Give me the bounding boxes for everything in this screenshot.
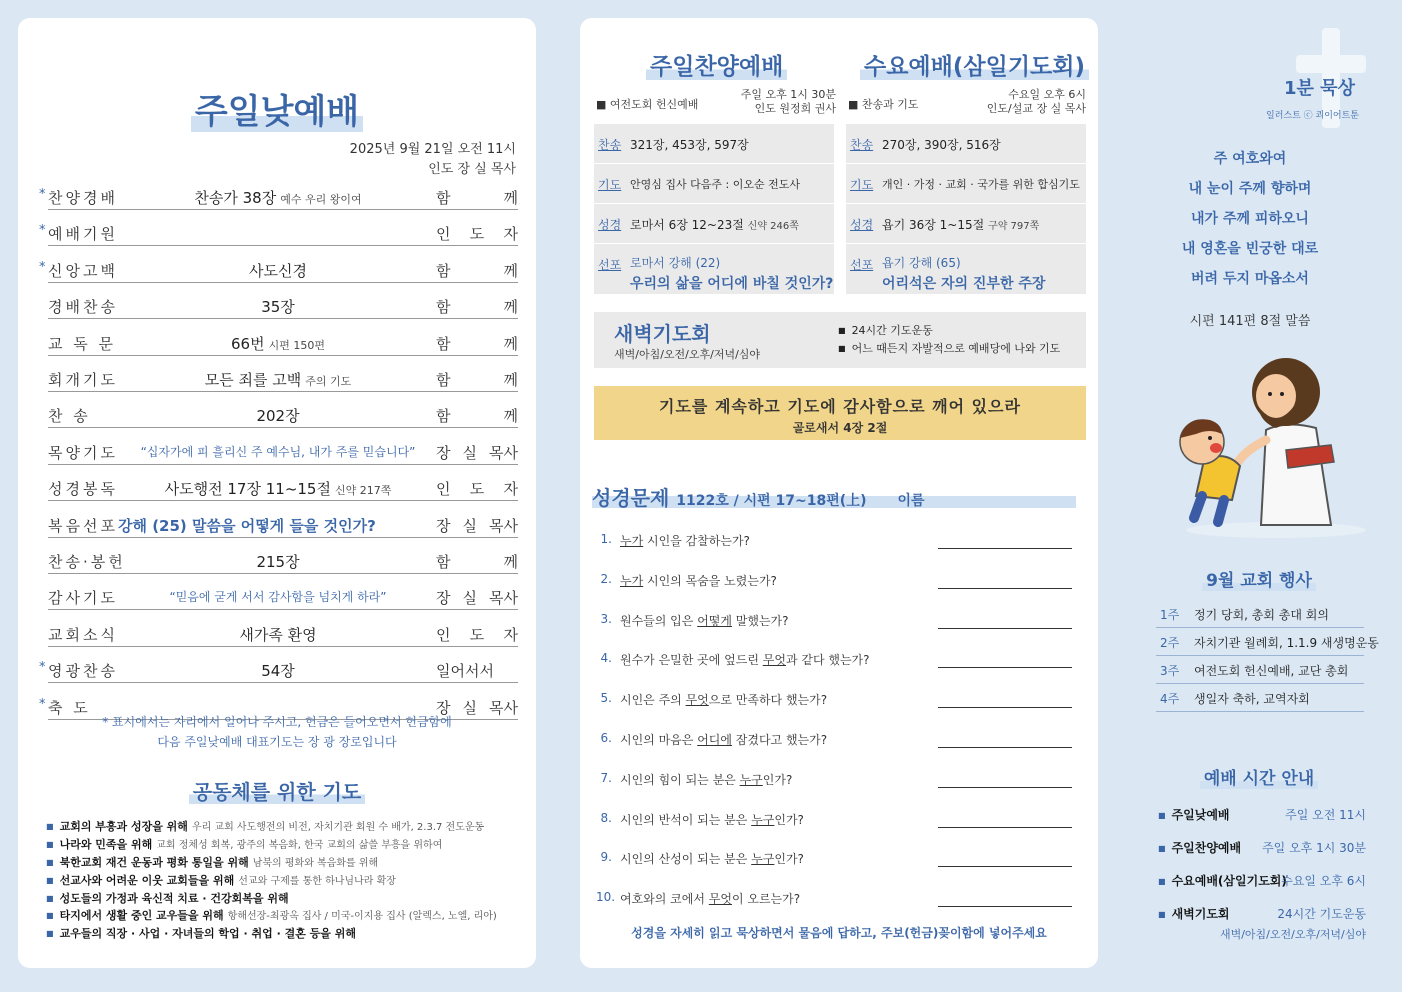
- quiz-footer: 성경을 자세히 읽고 묵상하면서 물음에 답하고, 주보(헌금)꽂이함에 넣어주세요: [631, 926, 1047, 940]
- verse-text: 기도를 계속하고 기도에 감사함으로 깨어 있으라: [659, 397, 1021, 416]
- question-text: [620, 890, 800, 907]
- question-number: 7.: [600, 770, 612, 785]
- wednesday-service-title: 수요예배(삼일기도회): [860, 48, 1089, 81]
- wednesday-service-leader: 인도/설교 장 실 목사: [986, 102, 1086, 115]
- order-item-content: [128, 587, 428, 605]
- dawn-prayer-slots: 새벽/아침/오전/오후/저녁/심야: [1219, 928, 1366, 941]
- event-week: 4주: [1160, 692, 1180, 706]
- order-item-leader: 일어서서: [436, 662, 494, 681]
- order-row: [48, 621, 518, 647]
- question-number: 1.: [600, 532, 612, 546]
- answer-line[interactable]: [938, 588, 1072, 589]
- answer-line[interactable]: [938, 906, 1072, 907]
- order-item-leader: 장 실 목사: [436, 698, 518, 717]
- prayer-item: [46, 836, 526, 854]
- event-row: [1156, 684, 1364, 712]
- question-post: 과 같다 했는가?: [785, 653, 870, 668]
- community-prayer-list: [46, 818, 526, 942]
- question-post: 인가?: [774, 852, 804, 867]
- order-item-leader: 장 실 목사: [436, 589, 518, 608]
- question-pre: 여호와의 코에서: [620, 892, 709, 907]
- question-post: 이 오르는가?: [731, 892, 801, 907]
- prayer-detail: 선교와 구제를 통한 하나님나라 확장: [238, 876, 396, 887]
- answer-line[interactable]: [938, 548, 1072, 549]
- order-item-leader: 함 께: [436, 189, 518, 207]
- service-time: 주일 오후 1시 30분: [1262, 841, 1366, 855]
- question-post: 시인을 감찰하는가?: [643, 534, 750, 548]
- answer-line[interactable]: [938, 667, 1072, 668]
- prayer-item: [46, 854, 526, 872]
- order-item-name: 신앙고백: [48, 261, 118, 280]
- order-item-name: 성경봉독: [48, 480, 118, 499]
- order-item-name: 찬 송: [48, 407, 91, 426]
- question-post: 말했는가?: [731, 613, 789, 628]
- sermon-title: 강해 (25) 말씀을 어떻게 들을 것인가?: [118, 516, 376, 535]
- order-item-leader: 함 께: [436, 334, 518, 353]
- prayer-topic: 타지에서 생활 중인 교우들을 위해: [59, 909, 224, 922]
- question-number: 2.: [600, 571, 612, 586]
- question-pre: 원수가 은밀한 곳에 엎드린: [620, 653, 763, 668]
- standing-marker: *: [39, 696, 46, 712]
- order-item-name: 찬송·봉헌: [48, 553, 126, 571]
- order-item-text: 54장: [261, 662, 295, 681]
- page-title: 주일낮예배: [18, 84, 536, 133]
- quiz-question: [596, 769, 1072, 793]
- question-pre: 시인의 마음은: [620, 733, 698, 747]
- order-item-name: 찬양경배: [48, 189, 118, 207]
- question-text: [620, 572, 777, 589]
- praise-hymn-row: 찬송 321장, 453장, 597장: [594, 124, 834, 164]
- question-text: [620, 612, 789, 629]
- cross-icon-bar: [1296, 55, 1366, 73]
- event-week: 3주: [1160, 664, 1180, 678]
- dawn-prayer-title: 새벽기도회: [614, 322, 711, 346]
- illustration-credit: 일러스트 ⓒ 쾨이어트툰: [1266, 111, 1359, 121]
- order-row: [39, 184, 518, 210]
- question-keyword: 무엇: [762, 653, 786, 668]
- order-item-text: 찬송가 38장: [194, 189, 277, 207]
- prayer-topic: 교우들의 직장 · 사업 · 자녀들의 학업 · 취업 · 결혼 등을 위해: [59, 927, 357, 940]
- order-item-content: [128, 478, 428, 499]
- praise-service-time: 주일 오후 1시 30분: [740, 88, 836, 101]
- community-prayer-title: 공동체를 위한 기도: [18, 776, 536, 805]
- quiz-question: [596, 848, 1072, 872]
- order-item-name: 축 도: [48, 698, 91, 717]
- question-keyword: 누구: [751, 812, 775, 827]
- question-keyword: 무엇: [708, 892, 732, 907]
- prayer-item: [46, 907, 526, 925]
- order-item-name: 복음선포: [48, 516, 118, 535]
- question-keyword: 누구: [751, 852, 775, 867]
- prayer-item: [46, 818, 526, 836]
- order-row: [39, 220, 518, 246]
- question-text: [620, 850, 804, 867]
- order-row: [39, 657, 518, 683]
- quiz-question: [596, 530, 1072, 554]
- order-item-content: [128, 369, 428, 390]
- question-number: 4.: [600, 651, 612, 666]
- question-number: 6.: [600, 731, 612, 745]
- order-item-leader: 함 께: [436, 553, 518, 571]
- order-item-content: [128, 187, 428, 208]
- service-time: 수요일 오후 6시: [1281, 874, 1366, 888]
- question-number: 3.: [600, 611, 612, 626]
- answer-line[interactable]: [938, 707, 1072, 708]
- standing-note: * 표시에서는 자리에서 일어나 주시고, 헌금은 들어오면서 헌금함에: [102, 715, 452, 729]
- service-time: 24시간 기도운동: [1277, 907, 1366, 921]
- praise-bible-row: 성경 로마서 6장 12~23절 신약 246쪽: [594, 204, 834, 244]
- order-item-leader: 인 도 자: [436, 480, 518, 499]
- events-title: 9월 교회 행사: [1150, 566, 1368, 591]
- order-item-leader: 장 실 목사: [436, 443, 518, 462]
- question-number: 8.: [600, 810, 612, 825]
- event-text: 자치기관 월례회, 1.1.9 새생명운동: [1194, 636, 1379, 650]
- order-item-note: 예수 우리 왕이여: [280, 193, 362, 206]
- sunday-worship-panel: [18, 18, 536, 968]
- question-post: 으로 만족하다 했는가?: [708, 693, 828, 708]
- prayer-detail: 우리 교회 사도행전의 비전, 자치기관 회원 수 배가, 2.3.7 전도운동: [191, 822, 485, 833]
- question-post: 인가?: [762, 772, 793, 787]
- wednesday-sermon-row: 선포 욥기 강해 (65) 어리석은 자의 진부한 주장: [850, 256, 1046, 292]
- dawn-prayer-times: 새벽/아침/오전/오후/저녁/심야: [614, 348, 761, 361]
- standing-marker: *: [39, 660, 46, 676]
- services-panel: [580, 18, 1098, 968]
- order-item-note: 주의 기도: [305, 375, 352, 388]
- question-number: 9.: [600, 850, 612, 865]
- jesus-child-illustration: [1166, 350, 1366, 540]
- service-time: 주일 오전 11시: [1285, 808, 1366, 822]
- praise-service-leader: 인도 원정희 권사: [754, 102, 836, 115]
- question-text: [620, 691, 827, 708]
- order-row: [48, 584, 518, 610]
- event-week: 1주: [1160, 608, 1180, 622]
- order-item-text: 모든 죄를 고백: [204, 371, 302, 389]
- question-keyword: 무엇: [685, 693, 709, 708]
- question-post: 인가?: [774, 812, 804, 827]
- dawn-prayer-item: ■ 어느 때든지 자발적으로 예배당에 나와 기도: [838, 340, 1060, 358]
- order-item-content: [118, 515, 438, 536]
- quiz-question: [596, 809, 1072, 833]
- question-pre: 시인의 반석이 되는 분은: [620, 812, 752, 827]
- question-text: [620, 532, 750, 549]
- question-text: [620, 651, 870, 668]
- quiz-question: [596, 888, 1072, 912]
- event-row: [1156, 628, 1379, 656]
- standing-marker: *: [39, 187, 46, 202]
- praise-sermon-row: 선포 로마서 강해 (22) 우리의 삶을 어디에 바칠 것인가?: [598, 256, 834, 292]
- order-item-leader: 인 도 자: [436, 225, 518, 244]
- prayer-item: [46, 890, 526, 907]
- wednesday-service-type: ■ 찬송과 기도: [848, 98, 919, 111]
- meditation-title: 1분 묵상: [1284, 78, 1355, 99]
- order-item-name: 교회소식: [48, 625, 118, 644]
- praise-service-box: [594, 124, 834, 294]
- order-item-leader: 함 께: [436, 298, 518, 317]
- order-item-note: 시편 150편: [268, 338, 325, 352]
- verse-reference: 골로새서 4장 2절: [792, 421, 888, 435]
- service-leader: 인도 장 실 목사: [428, 162, 516, 177]
- order-row: [48, 548, 518, 574]
- dawn-prayer-item: ■ 24시간 기도운동: [838, 322, 1060, 340]
- order-item-text: 사도행전 17장 11~15절: [164, 480, 331, 499]
- answer-line[interactable]: [938, 866, 1072, 867]
- quiz-question: [596, 570, 1072, 594]
- order-item-name: 영광찬송: [48, 662, 118, 681]
- order-item-content: [128, 296, 428, 317]
- order-row: [39, 257, 518, 283]
- dawn-prayer-box: [594, 312, 1086, 368]
- question-pre: 시인의 힘이 되는 분은: [620, 772, 740, 787]
- question-keyword: 누구: [739, 772, 763, 787]
- service-name: ■ 수요예배(삼일기도회): [1158, 872, 1287, 889]
- order-item-leader: 인 도 자: [436, 625, 518, 644]
- order-row: [48, 439, 518, 465]
- question-text: [620, 731, 827, 748]
- wednesday-bible-row: 성경 욥기 36장 1~15절 구약 797쪽: [846, 204, 1086, 244]
- order-row: [48, 293, 518, 319]
- quiz-question: [596, 689, 1072, 713]
- standing-marker: *: [39, 259, 46, 275]
- meditation-verse: 주 여호와여 내 눈이 주께 향하며 내가 주께 피하오니 내 영혼을 빈궁한 대로 버려 두지 마옵소서: [1181, 151, 1319, 287]
- order-item-content: [128, 442, 428, 460]
- order-item-quote: “십자가에 피 흘리신 주 예수님, 내가 주를 믿습니다”: [140, 444, 416, 459]
- prayer-detail: 항해선장-최광옥 집사 / 미국-이지용 집사 (알렉스, 노엘, 리아): [227, 911, 497, 922]
- answer-line[interactable]: [938, 827, 1072, 828]
- answer-line[interactable]: [938, 747, 1072, 748]
- service-date: 2025년 9월 21일 오전 11시: [349, 142, 516, 157]
- prayer-topic: 선교사와 어려운 이웃 교회들을 위해: [59, 874, 235, 887]
- meditation-reference: 시편 141편 8절 말씀: [1189, 314, 1311, 329]
- order-item-content: [128, 260, 428, 281]
- notice: [18, 712, 536, 752]
- quiz-title: 성경문제 1122호 / 시편 17~18편(上) 이름: [592, 486, 925, 510]
- order-item-content: [128, 333, 428, 354]
- prayer-topic: 북한교회 재건 운동과 평화 통일을 위해: [59, 856, 249, 869]
- service-date-box: [350, 140, 516, 180]
- quiz-question: [596, 729, 1072, 753]
- wednesday-prayer-row: 기도 개인 · 가정 · 교회 · 국가를 위한 합심기도: [846, 164, 1086, 204]
- order-item-text: 66번: [231, 334, 265, 353]
- order-row: [48, 512, 518, 538]
- quiz-question: [596, 649, 1072, 673]
- wednesday-service-box: [846, 124, 1086, 294]
- order-item-leader: 함 께: [436, 261, 518, 280]
- order-item-text: 새가족 환영: [239, 625, 317, 644]
- order-item-quote: “믿음에 굳게 서서 감사함을 넘치게 하라”: [169, 590, 387, 605]
- order-row: [48, 475, 518, 501]
- order-item-content: [128, 660, 428, 681]
- event-row: [1156, 656, 1364, 684]
- order-item-leader: 함 께: [436, 371, 518, 389]
- prayer-topic: 교회의 부흥과 성장을 위해: [59, 820, 188, 833]
- order-item-content: [128, 405, 428, 426]
- event-text: 정기 당회, 총회 총대 회의: [1194, 608, 1329, 622]
- wednesday-hymn-row: 찬송 270장, 390장, 516장: [846, 124, 1086, 164]
- order-item-text: 사도신경: [249, 261, 307, 280]
- wednesday-service-time: 수요일 오후 6시: [1008, 88, 1086, 101]
- event-row: [1156, 600, 1364, 628]
- prayer-detail: 남북의 평화와 복음화를 위해: [252, 858, 379, 869]
- question-number: 5.: [600, 691, 612, 706]
- order-item-name: 경배찬송: [48, 298, 118, 317]
- service-name: ■ 주일찬양예배: [1158, 839, 1241, 856]
- answer-line[interactable]: [938, 628, 1072, 629]
- prayer-detail: 교회 정체성 회복, 광주의 복음화, 한국 교회의 삶쓸 부흥을 위하여: [156, 840, 443, 851]
- order-item-content: [128, 624, 428, 645]
- quiz-question: [596, 610, 1072, 634]
- prayer-topic: 나라와 민족을 위해: [59, 838, 153, 851]
- answer-line[interactable]: [938, 787, 1072, 788]
- order-item-text: 202장: [256, 407, 300, 426]
- order-item-text: 215장: [256, 553, 300, 571]
- event-week: 2주: [1160, 636, 1180, 650]
- order-item-note: 신약 217쪽: [334, 484, 392, 498]
- order-row: [48, 330, 518, 356]
- event-text: 생일자 축하, 교역자회: [1194, 692, 1310, 706]
- order-row: [48, 402, 518, 428]
- prayer-item: [46, 925, 526, 942]
- standing-marker: *: [39, 223, 46, 239]
- service-name: ■ 주일낮예배: [1158, 806, 1230, 823]
- event-text: 여전도회 헌신예배, 교단 총회: [1194, 664, 1349, 678]
- next-prayer-note: 다음 주일낮예배 대표기도는 장 광 장로입니다: [157, 735, 397, 749]
- verse-banner: [594, 386, 1086, 440]
- order-item-name: 회개기도: [48, 371, 118, 389]
- praise-prayer-row: 기도 안영심 집사 다음주 : 이오순 전도사: [594, 164, 834, 204]
- praise-service-title: 주일찬양예배: [646, 48, 787, 81]
- service-name: ■ 새벽기도회: [1158, 905, 1230, 922]
- order-item-leader: 장 실 목사: [436, 516, 518, 535]
- order-row: [48, 366, 518, 392]
- order-item-name: 예배기원: [48, 225, 118, 244]
- question-post: 잠겼다고 했는가?: [731, 733, 828, 747]
- order-item-leader: 함 께: [436, 407, 518, 426]
- question-keyword: 누가: [620, 534, 644, 548]
- order-item-name: 감사기도: [48, 589, 118, 608]
- question-text: [620, 771, 792, 788]
- question-keyword: 어떻게: [697, 613, 732, 628]
- question-number: 10.: [596, 890, 616, 905]
- order-item-content: [128, 551, 428, 572]
- praise-service-type: ■ 여전도회 헌신예배: [596, 98, 699, 111]
- question-text: [620, 811, 804, 828]
- order-item-text: 35장: [261, 298, 295, 317]
- order-item-name: 목양기도: [48, 443, 118, 462]
- question-pre: 시인의 산성이 되는 분은: [620, 852, 752, 867]
- prayer-item: [46, 872, 526, 890]
- question-keyword: 어디에: [697, 733, 732, 747]
- question-pre: 원수들의 입은: [620, 613, 698, 628]
- question-post: 시인의 목숨을 노렸는가?: [643, 573, 777, 588]
- service-times-title: 예배 시간 안내: [1150, 764, 1368, 789]
- question-pre: 시인은 주의: [620, 693, 686, 708]
- prayer-topic: 성도들의 가정과 육신적 치료 · 건강회복을 위해: [59, 892, 289, 905]
- question-keyword: 누가: [620, 573, 644, 588]
- order-item-name: 교 독 문: [48, 334, 117, 353]
- dawn-prayer-list: [838, 322, 1060, 358]
